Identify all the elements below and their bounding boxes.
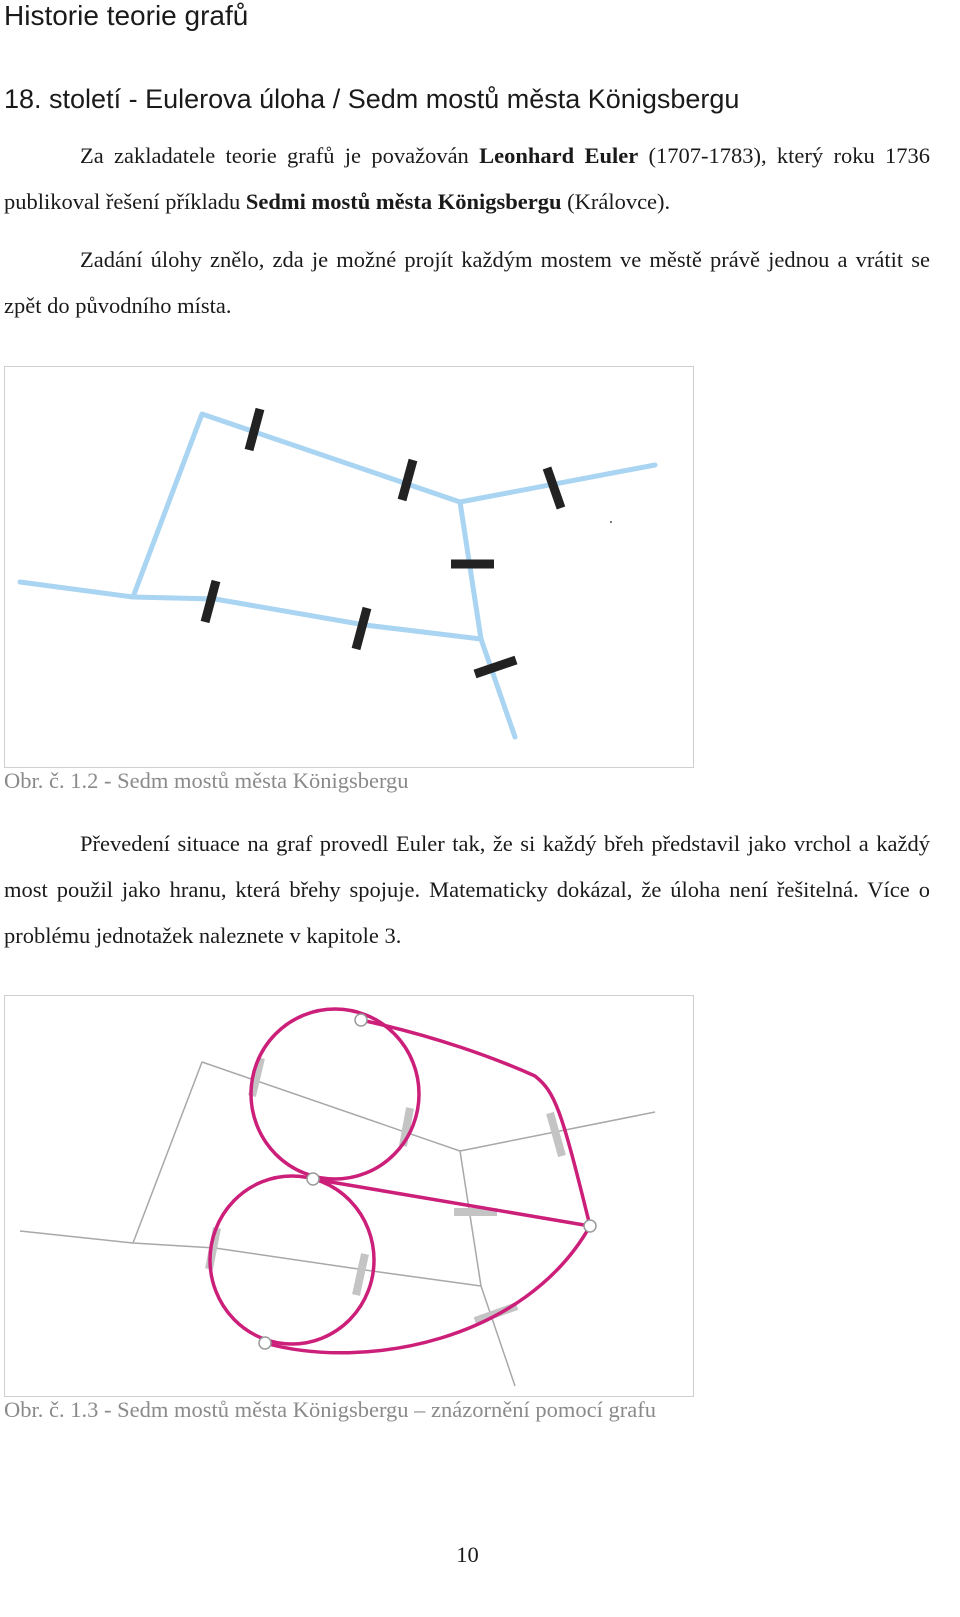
- figure-konigsberg-map: [4, 366, 694, 768]
- bridge-5: [205, 581, 216, 622]
- konigsberg-graph-svg: [5, 996, 693, 1396]
- river-lower-branch: [20, 582, 481, 639]
- bridge-3: [547, 468, 561, 508]
- paragraph-intro: [4, 133, 930, 225]
- faded-bridge-6: [356, 1254, 365, 1295]
- intro-text-2: (1707-1783), který roku 1736 publikoval řešení příkladu: [4, 143, 930, 214]
- edge-loop-upper: [251, 1009, 419, 1179]
- vertex-island: [307, 1173, 319, 1185]
- bridge-6: [356, 608, 367, 649]
- intro-text-1: Za zakladatele teorie grafů je považován: [80, 143, 480, 168]
- bridges: [205, 409, 561, 674]
- intro-text-3: (Královce).: [561, 189, 671, 214]
- faded-bridges: [209, 1058, 562, 1321]
- map-east-branch: [460, 1151, 515, 1386]
- task-text: Zadání úlohy znělo, zda je možné projít každým mostem ve městě právě jednou a vrátit se zpět do původního místa.: [4, 247, 930, 318]
- graph-text: Převedení situace na graf provedl Euler tak, že si každý břeh představil jako vrchol a každý most použil jako hranu, která břehy spojuje. Matematicky dokázal, že úloha není řešitelná. Více o problému jednotažek naleznete v kapitole 3.: [4, 831, 930, 948]
- vertex-east: [584, 1220, 596, 1232]
- map-lower-branch: [20, 1231, 481, 1286]
- graph-edges: [210, 1009, 590, 1353]
- vertex-north: [355, 1014, 367, 1026]
- figure2-caption: Obr. č. 1.3 - Sedm mostů města Königsbergu – znázornění pomocí grafu: [4, 1397, 656, 1422]
- vertex-south: [259, 1337, 271, 1349]
- bridge-7: [475, 660, 516, 674]
- edge-middle: [313, 1179, 590, 1226]
- section-title: 18. století - Eulerova úloha / Sedm mostů města Königsbergu: [4, 84, 740, 114]
- river-upper-branch: [133, 414, 655, 597]
- river-lines: [20, 414, 655, 737]
- graph-vertices: [259, 1014, 596, 1349]
- edge-arc-bottom: [265, 1226, 590, 1353]
- paragraph-task: [4, 237, 930, 329]
- intro-bold-bridges: Sedmi mostů města Königsbergu: [245, 189, 562, 214]
- figure-konigsberg-graph: [4, 995, 694, 1397]
- river-east-branch: [460, 502, 515, 737]
- page-number: 10: [456, 1542, 479, 1567]
- konigsberg-map-svg: [5, 367, 693, 767]
- bridge-2: [402, 460, 413, 500]
- map-dot: [610, 521, 612, 523]
- intro-bold-euler: Leonhard Euler: [479, 143, 639, 168]
- page-title: Historie teorie grafů: [4, 0, 249, 31]
- figure1-caption: Obr. č. 1.2 - Sedm mostů města Königsbergu: [4, 768, 409, 793]
- bridge-1: [249, 409, 260, 450]
- paragraph-graph: [4, 821, 930, 959]
